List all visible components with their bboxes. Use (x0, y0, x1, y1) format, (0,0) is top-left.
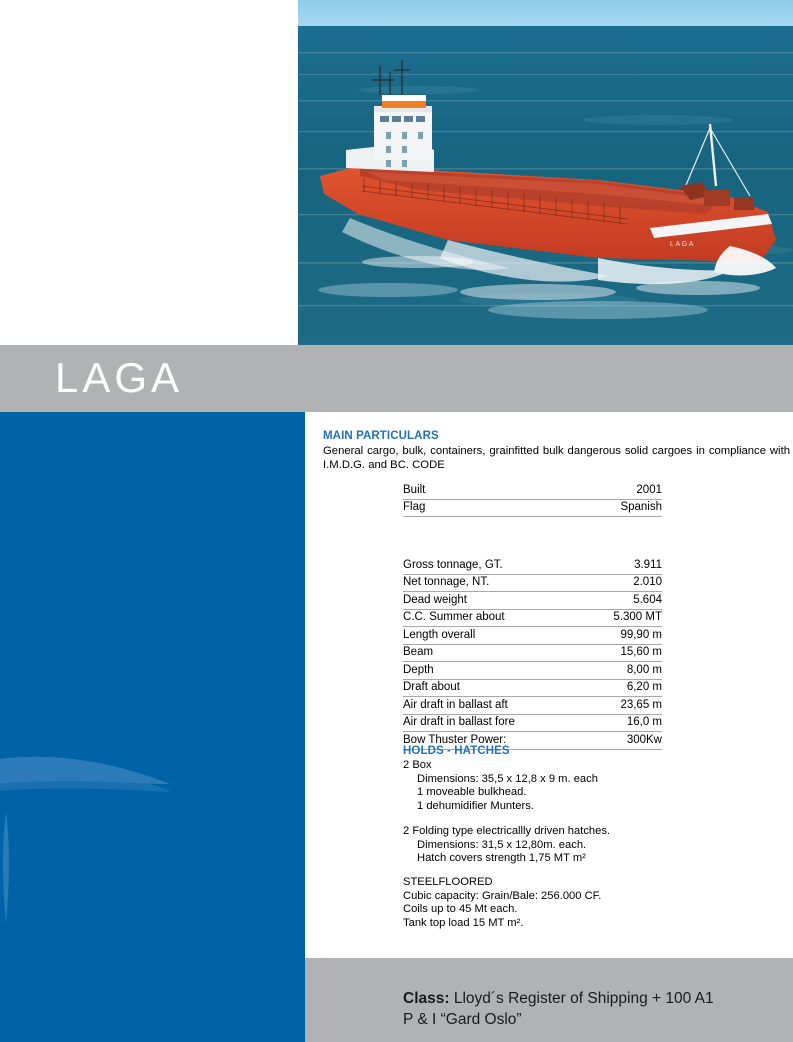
wave-swoosh-graphic (0, 412, 305, 1042)
table-row (403, 499, 662, 517)
spacer (403, 814, 783, 825)
spec-label: Gross tonnage, GT. (403, 557, 584, 574)
spec-label: Flag (403, 499, 494, 517)
ship-photograph (298, 0, 793, 345)
hatches-title: 2 Folding type electricallly driven hatches. (403, 824, 611, 837)
spec-label: Draft about (403, 679, 584, 697)
main-particulars-heading: MAIN PARTICULARS (323, 430, 439, 442)
spec-value: 2001 (494, 482, 662, 499)
class-line-1: Lloyd´s Register of Shipping + 100 A1 (453, 990, 714, 1007)
vessel-title-band (0, 345, 793, 412)
table-row (403, 697, 662, 715)
holds-line: 1 moveable bulkhead. (417, 786, 527, 799)
holds-hatches-block (403, 745, 783, 931)
spec-label: C.C. Summer about (403, 609, 584, 627)
table-row (403, 644, 662, 662)
spacer (403, 866, 783, 876)
spec-value: Spanish (494, 499, 662, 517)
specifications-panel (305, 412, 793, 958)
ship-photo-illustration (298, 0, 793, 345)
spec-label: Length overall (403, 627, 584, 645)
floor-line: Cubic capacity: Grain/Bale: 256.000 CF. (403, 889, 602, 902)
floor-line: Tank top load 15 MT m². (403, 917, 524, 930)
hatches-line: Hatch covers strength 1,75 MT m² (417, 852, 586, 865)
spec-label: Beam (403, 644, 584, 662)
spec-label: Dead weight (403, 592, 584, 610)
holds-line: 1 dehumidifier Munters. (417, 800, 534, 813)
cargo-description: General cargo, bulk, containers, grainfitted bulk dangerous solid cargoes in compliance with I.M.D.G. and BC. CODE (323, 445, 790, 471)
table-row (403, 714, 662, 732)
spec-label: Bow Thuster Power: (403, 732, 584, 750)
spec-value: 2.010 (584, 574, 662, 592)
svg-text:LAGA: LAGA (670, 241, 696, 248)
holds-line: Dimensions: 35,5 x 12,8 x 9 m. each (417, 772, 598, 785)
spec-value: 300Kw (584, 732, 662, 750)
registry-table (403, 482, 662, 517)
floor-line: Coils up to 45 Mt each. (403, 903, 518, 916)
table-row (403, 574, 662, 592)
spec-label: Air draft in ballast fore (403, 714, 584, 732)
spec-label: Net tonnage, NT. (403, 574, 584, 592)
spec-label: Built (403, 482, 494, 499)
top-left-white-panel (0, 0, 298, 345)
hatches-line: Dimensions: 31,5 x 12,80m. each. (417, 838, 587, 851)
table-row (403, 662, 662, 680)
class-band (305, 958, 793, 1042)
class-label: Class: (403, 990, 450, 1007)
spec-value: 8,00 m (584, 662, 662, 680)
main-particulars-block (323, 430, 793, 472)
class-line-2: P & I “Gard Oslo” (403, 1011, 522, 1028)
table-row (403, 482, 662, 499)
floor-title: STEELFLOORED (403, 875, 493, 888)
spec-value: 3.911 (584, 557, 662, 574)
spec-label: Depth (403, 662, 584, 680)
spec-label: Air draft in ballast aft (403, 697, 584, 715)
holds-hatches-heading: HOLDS - HATCHES (403, 745, 510, 757)
spec-value: 16,0 m (584, 714, 662, 732)
spec-value: 5.300 MT (584, 609, 662, 627)
table-row (403, 609, 662, 627)
spec-value: 23,65 m (584, 697, 662, 715)
table-row (403, 627, 662, 645)
spec-value: 6,20 m (584, 679, 662, 697)
vessel-name: LAGA (55, 353, 184, 401)
dimensions-table (403, 557, 662, 750)
brand-sidebar (0, 412, 305, 1042)
spec-value: 15,60 m (584, 644, 662, 662)
holds-title: 2 Box (403, 759, 432, 771)
class-information (403, 988, 783, 1030)
table-row (403, 679, 662, 697)
table-row (403, 557, 662, 574)
table-row (403, 592, 662, 610)
spec-value: 5.604 (584, 592, 662, 610)
spec-value: 99,90 m (584, 627, 662, 645)
